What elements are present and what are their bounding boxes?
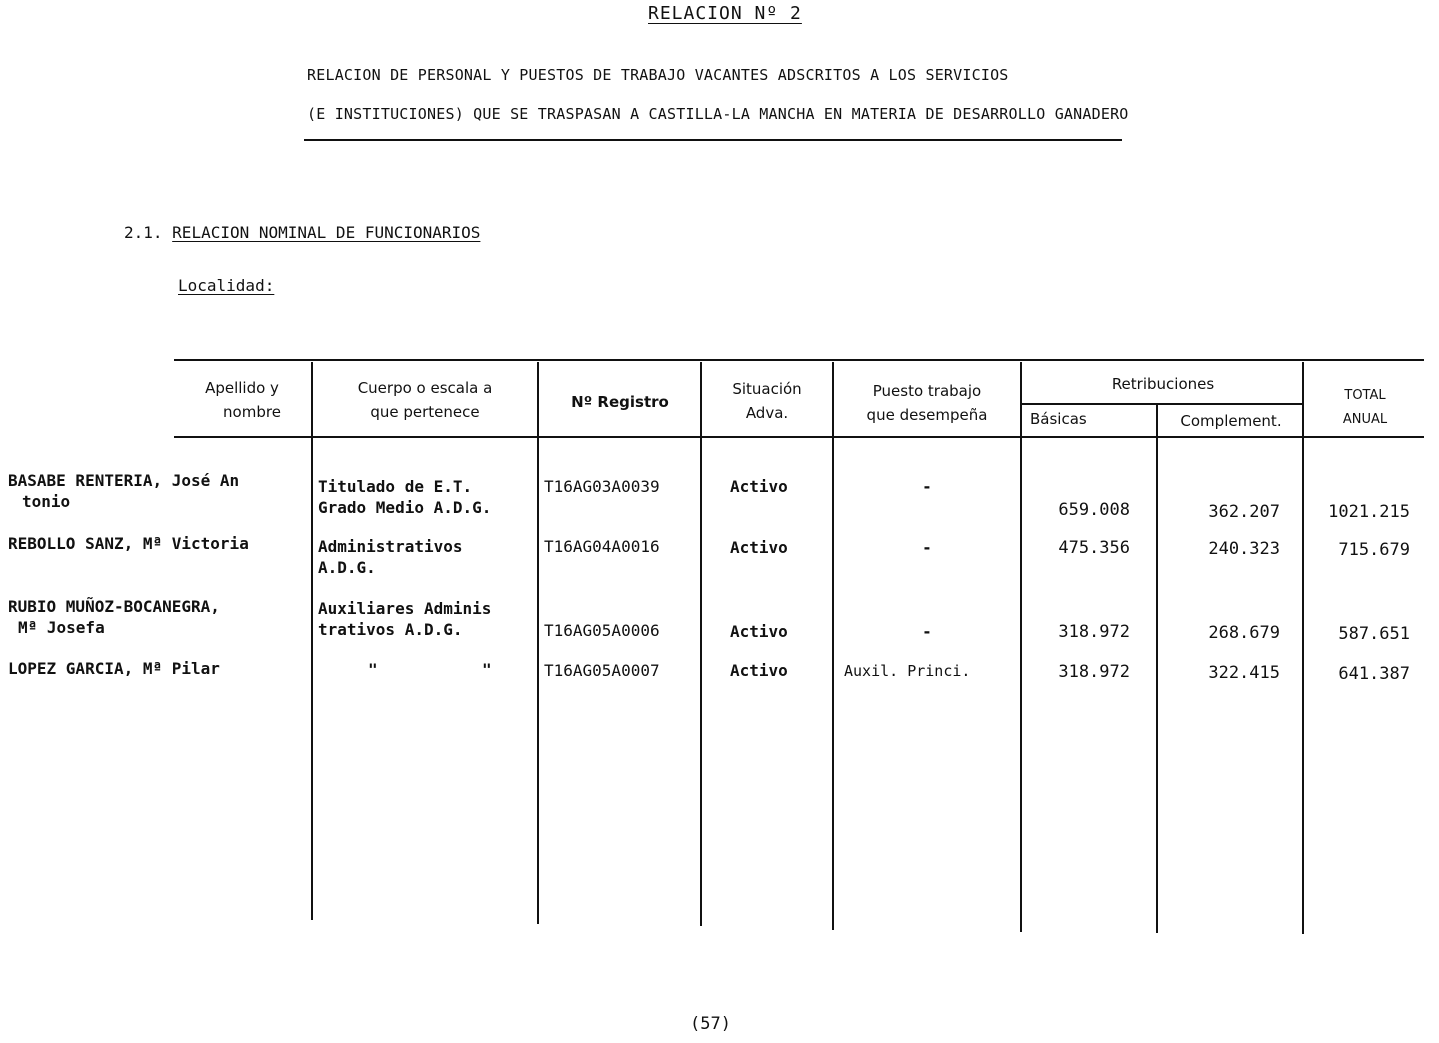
cell-cuerpo-line2: trativos A.D.G. xyxy=(318,620,463,639)
column-divider xyxy=(1302,362,1304,934)
header-puesto-line2: que desempeña xyxy=(866,406,988,424)
cell-puesto: - xyxy=(922,538,932,557)
cell-puesto: - xyxy=(922,622,932,641)
cell-puesto: - xyxy=(922,477,932,496)
header-apellido-line2: nombre xyxy=(223,403,281,421)
cell-cuerpo-line1: Titulado de E.T. xyxy=(318,477,473,496)
page-number: (57) xyxy=(690,1014,731,1034)
header-situacion-line1: Situación xyxy=(732,380,802,398)
column-divider xyxy=(832,362,834,930)
cell-puesto: Auxil. Princi. xyxy=(844,662,971,680)
localidad-label: Localidad: xyxy=(178,276,275,295)
cell-complement: 268.679 xyxy=(1208,623,1280,643)
cell-cuerpo-ditto-2: " xyxy=(482,660,492,679)
header-total xyxy=(1306,384,1424,432)
section-title: RELACION NOMINAL DE FUNCIONARIOS xyxy=(172,223,481,242)
cell-basicas: 318.972 xyxy=(1058,662,1130,682)
cell-total: 587.651 xyxy=(1338,624,1410,644)
cell-basicas: 318.972 xyxy=(1058,622,1130,642)
section-number: 2.1. xyxy=(124,223,163,242)
cell-name xyxy=(8,596,220,638)
cell-cuerpo-line1: Auxiliares Adminis xyxy=(318,599,492,618)
cell-situacion: Activo xyxy=(730,538,788,557)
cell-cuerpo-ditto-1: " xyxy=(368,660,378,679)
cell-name xyxy=(8,658,220,679)
cell-name-line1: LOPEZ GARCIA, Mª Pilar xyxy=(8,659,220,678)
cell-name-line2: tonio xyxy=(22,492,71,511)
cell-total: 1021.215 xyxy=(1328,502,1410,522)
cell-total: 641.387 xyxy=(1338,664,1410,684)
header-situacion xyxy=(704,377,830,425)
cell-cuerpo xyxy=(318,598,491,640)
section-heading xyxy=(124,223,480,242)
cell-name-line1: RUBIO MUÑOZ-BOCANEGRA, xyxy=(8,597,220,616)
header-apellido xyxy=(176,376,308,424)
cell-complement: 240.323 xyxy=(1208,539,1280,559)
column-divider xyxy=(311,362,313,920)
document-title-line-2: (E INSTITUCIONES) QUE SE TRASPASAN A CASTILLA-LA MANCHA EN MATERIA DE DESARROLLO GANADERO xyxy=(307,105,1129,123)
table-header-rule xyxy=(174,436,1424,438)
header-total-line1: TOTAL xyxy=(1344,388,1386,403)
document-title-line-1: RELACION DE PERSONAL Y PUESTOS DE TRABAJO VACANTES ADSCRITOS A LOS SERVICIOS xyxy=(307,66,1009,84)
column-divider xyxy=(700,362,702,926)
header-total-line2: ANUAL xyxy=(1342,412,1388,427)
cell-basicas: 659.008 xyxy=(1058,500,1130,520)
header-apellido-line1: Apellido y xyxy=(205,379,279,397)
title-underline xyxy=(304,139,1122,141)
header-registro: Nº Registro xyxy=(571,393,669,411)
cell-registro: T16AG05A0007 xyxy=(544,661,660,680)
header-cuerpo-line1: Cuerpo o escala a xyxy=(357,379,493,397)
cell-name-line1: REBOLLO SANZ, Mª Victoria xyxy=(8,534,249,553)
cell-name xyxy=(8,533,249,554)
retribuciones-divider xyxy=(1022,403,1304,405)
cell-total: 715.679 xyxy=(1338,540,1410,560)
table-top-rule xyxy=(174,359,1424,361)
header-puesto xyxy=(836,379,1018,427)
cell-cuerpo-line2: Grado Medio A.D.G. xyxy=(318,498,492,517)
cell-basicas: 475.356 xyxy=(1058,538,1130,558)
cell-name xyxy=(8,470,239,512)
cell-cuerpo-line1: Administrativos xyxy=(318,537,463,556)
cell-registro: T16AG05A0006 xyxy=(544,621,660,640)
cell-name-line2: Mª Josefa xyxy=(18,618,105,637)
column-divider xyxy=(1156,405,1158,933)
relacion-number: RELACION Nº 2 xyxy=(648,3,802,24)
header-cuerpo-line2: que pertenece xyxy=(370,403,480,421)
cell-situacion: Activo xyxy=(730,661,788,680)
cell-situacion: Activo xyxy=(730,622,788,641)
header-puesto-line1: Puesto trabajo xyxy=(872,382,982,400)
header-basicas: Básicas xyxy=(1030,410,1087,428)
cell-cuerpo-line2: A.D.G. xyxy=(318,558,376,577)
cell-complement: 362.207 xyxy=(1208,502,1280,522)
header-retribuciones: Retribuciones xyxy=(1111,375,1215,393)
cell-situacion: Activo xyxy=(730,477,788,496)
column-divider xyxy=(537,362,539,924)
header-situacion-line2: Adva. xyxy=(745,404,789,422)
cell-name-line1: BASABE RENTERIA, José An xyxy=(8,471,240,490)
header-cuerpo xyxy=(316,376,534,424)
cell-cuerpo xyxy=(318,476,491,518)
cell-complement: 322.415 xyxy=(1208,663,1280,683)
cell-registro: T16AG03A0039 xyxy=(544,477,660,496)
column-divider xyxy=(1020,362,1022,932)
header-complement: Complement. xyxy=(1180,412,1282,430)
cell-registro: T16AG04A0016 xyxy=(544,537,660,556)
cell-cuerpo xyxy=(318,536,463,578)
